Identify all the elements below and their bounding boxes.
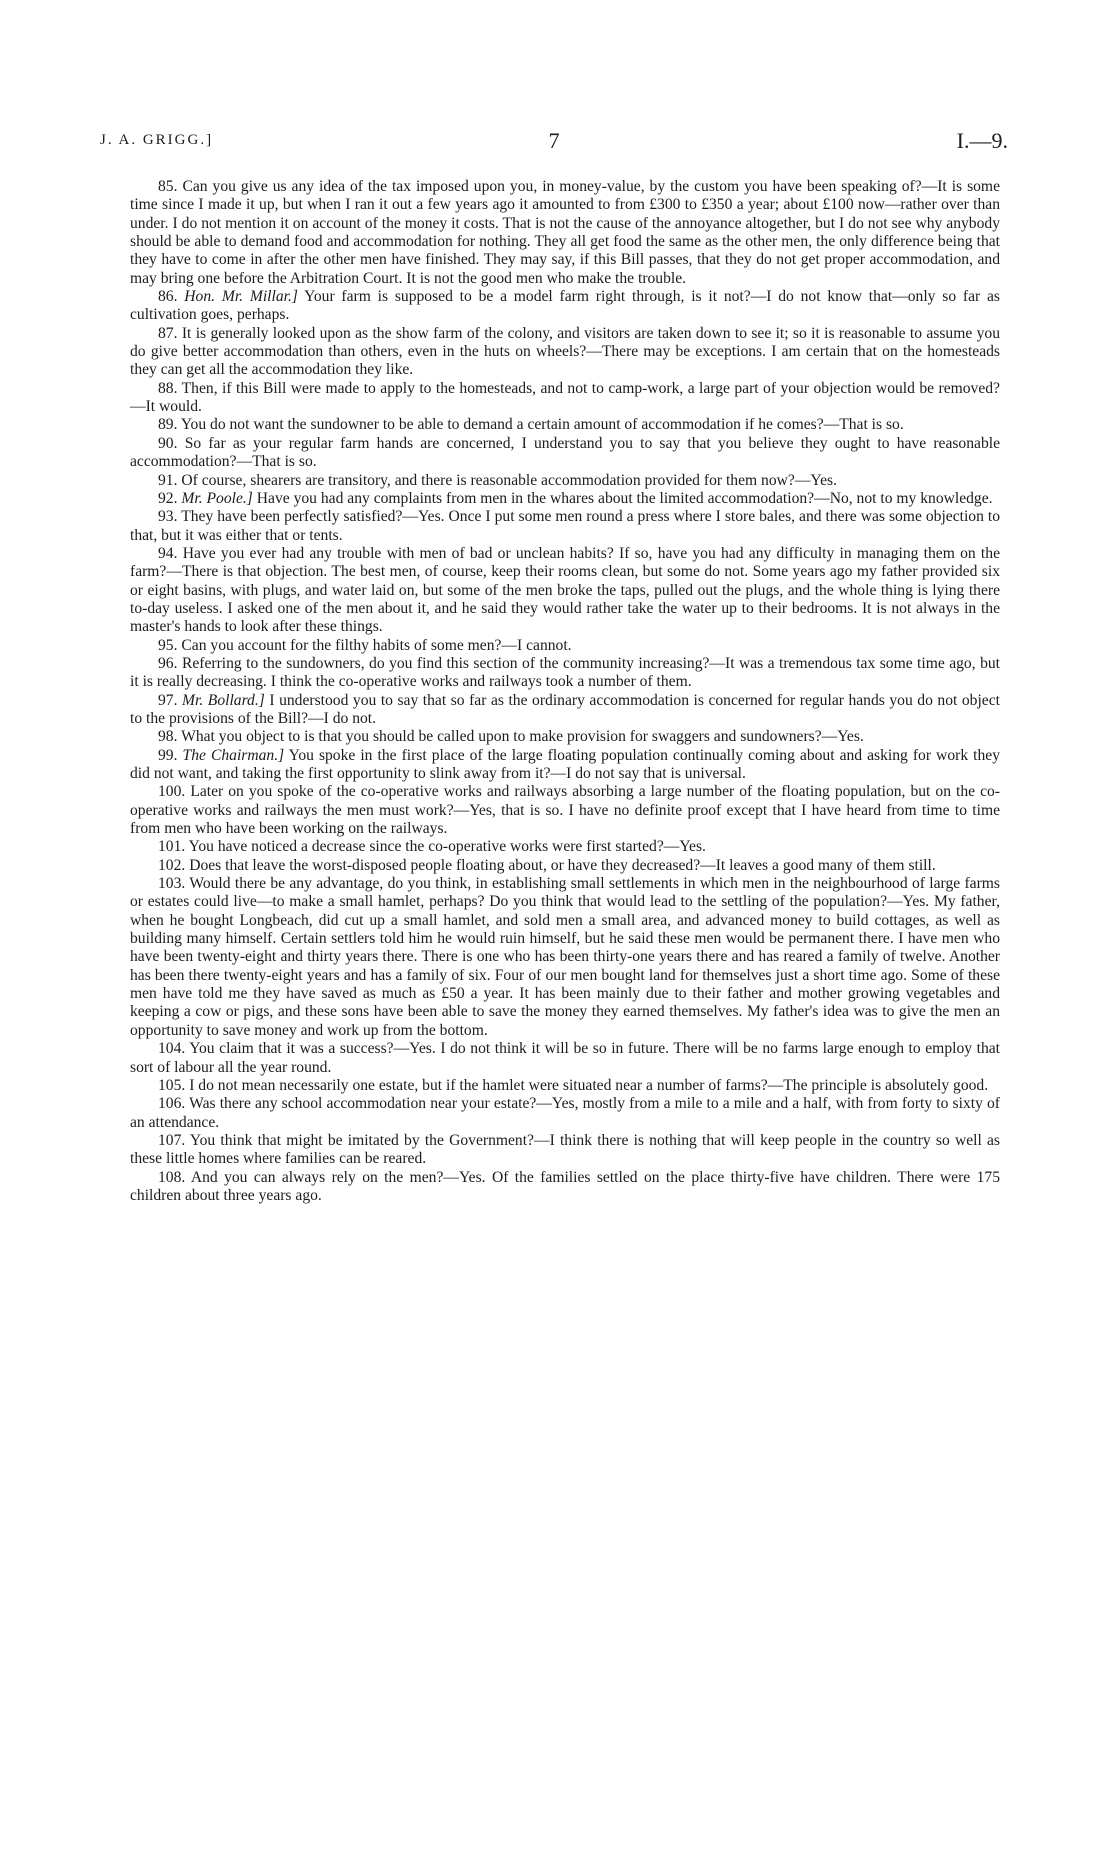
header-paper-reference: I.—9. [956,128,1008,153]
testimony-text: They have been perfectly satisfied?—Yes. Once I put some men round a press where I store bales, and there was some objection to that, but it was either that or tents. [130,508,1000,544]
question-number: 85. [158,178,178,195]
document-body [130,178,1000,1205]
testimony-text: Would there be any advantage, do you think, in establishing small settlements in which men in the neighbourhood of large farms or estates could live—to make a small hamlet, perhaps? Do you think that would lead to the settling of the population?—Yes. My father, when he bought Longbeach, did cut up a small hamlet, and sold men a small area, and advanced money to build cottages, as well as building many himself. Certain settlers told him he would ruin himself, but he said these men would be permanent there. I have men who have been twenty-eight and thirty years there. There is one who has been thirty-one years there and has reared a family of twelve. Another has been there twenty-eight years and has a family of six. Four of our men bought land for themselves just a short time ago. Some of these men have told me they have saved as much as £50 a year. It has been mainly due to their father and mother growing vegetables and keeping a cow or pigs, and these sons have been able to save the money they earned themselves. My father's idea was to give the men an opportunity to save money and work up from the bottom. [130,875,1000,1039]
testimony-text: Can you account for the filthy habits of some men?—I cannot. [181,636,572,654]
question-number: 87. [158,324,178,342]
question-number: 100. [158,783,186,801]
testimony-paragraph [130,1040,1000,1077]
question-number: 99. [158,746,178,764]
testimony-paragraph [130,747,1000,784]
question-number: 95. [158,636,178,654]
testimony-text: Referring to the sundowners, do you find this section of the community increasing?—It was a tremendous tax some time ago, but it is really decreasing. I think the co-operative works and railways took a number of them. [130,654,1000,691]
testimony-paragraph [130,692,1000,729]
speaker-name: The Chairman.] [182,746,285,764]
testimony-text: So far as your regular farm hands are concerned, I understand you to say that you believe they ought to have reasonable accommodation?—That is so. [130,434,1000,471]
question-number: 103. [158,875,186,893]
question-number: 101. [158,838,186,856]
speaker-name: Hon. Mr. Millar.] [184,288,298,306]
testimony-text: Was there any school accommodation near your estate?—Yes, mostly from a mile to a mile and a half, with from forty to sixty of an attendance. [130,1095,1000,1131]
testimony-paragraph [130,545,1000,637]
testimony-paragraph [130,838,1000,856]
header-page-number: 7 [548,128,560,153]
question-number: 107. [158,1131,186,1149]
question-number: 88. [158,379,178,397]
testimony-paragraph [130,857,1000,875]
testimony-text: It is generally looked upon as the show farm of the colony, and visitors are taken down to see it; so it is reasonable to assume you do give better accommodation than others, even in the huts on wheels?—There may be exceptions. I am certain that on the homesteads they can get all the accommodation they like. [130,324,1000,379]
testimony-paragraph [130,1095,1000,1132]
header-witness-name: J. A. GRIGG.] [100,132,214,148]
question-number: 104. [158,1040,186,1058]
question-number: 92. [158,489,178,507]
testimony-paragraph [130,416,1000,434]
question-number: 91. [158,471,178,489]
testimony-paragraph [130,325,1000,380]
testimony-paragraph [130,508,1000,545]
speaker-name: Mr. Poole.] [181,489,253,507]
testimony-text: What you object to is that you should be called upon to make provision for swaggers and sundowners?—Yes. [181,728,864,746]
testimony-paragraph [130,783,1000,838]
page-header [100,128,1008,158]
testimony-paragraph [130,490,1000,508]
testimony-text: Have you ever had any trouble with men of bad or unclean habits? If so, have you had any difficulty in managing them on the farm?—There is that objection. The best men, of course, keep their rooms clean, but some do not. Some years ago my father provided six or eight basins, with plugs, and water laid on, but some of the men broke the taps, pulled out the plugs, and the whole thing is lying there to-day useless. I asked one of the men about it, and he said they would rather take the water up to their bedrooms. It is not always in the master's hands to look after these things. [130,544,1000,636]
testimony-text: I do not mean necessarily one estate, but if the hamlet were situated near a number of farms?—The principle is absolutely good. [189,1076,989,1094]
testimony-text: Then, if this Bill were made to apply to the homesteads, and not to camp-work, a large part of your objection would be removed?—It would. [130,379,1000,416]
question-number: 89. [158,416,178,434]
question-number: 96. [158,654,178,672]
testimony-text: Can you give us any idea of the tax imposed upon you, in money-value, by the custom you have been speaking of?—It is some time since I made it up, but when I ran it out a few years ago it amounted to from £300 to £350 a year; about £100 now—rather over than under. I do not mention it on account of the money it costs. That is not the cause of the annoyance altogether, but I do not see why anybody should be able to demand food and accommodation for nothing. They all get food the same as the other men, the only difference being that they have to come in after the other men have finished. They may say, if this Bill passes, that they do not get proper accommodation, and may bring one before the Arbitration Court. It is not the good men who make the trouble. [130,178,1000,287]
testimony-text: Have you had any complaints from men in the whares about the limited accommodation?—No, not to my knowledge. [256,489,993,507]
testimony-paragraph [130,288,1000,325]
speaker-name: Mr. Bollard.] [182,691,265,709]
testimony-paragraph [130,472,1000,490]
question-number: 94. [158,544,178,562]
testimony-text: You spoke in the first place of the large floating population continually coming about and asking for work they did not want, and taking the first opportunity to slink away from it?—I do not say that is universal. [130,746,1000,782]
testimony-text: You claim that it was a success?—Yes. I do not think it will be so in future. There will be no farms large enough to employ that sort of labour all the year round. [130,1040,1000,1076]
testimony-text: You do not want the sundowner to be able to demand a certain amount of accommodation if he comes?—That is so. [180,416,904,434]
question-number: 98. [158,728,178,746]
testimony-paragraph [130,1077,1000,1095]
testimony-paragraph [130,875,1000,1040]
question-number: 97. [158,691,178,709]
question-number: 108. [158,1168,186,1186]
testimony-paragraph [130,1169,1000,1206]
testimony-text: Of course, shearers are transitory, and there is reasonable accommodation provided for them now?—Yes. [181,471,837,489]
testimony-paragraph [130,637,1000,655]
testimony-text: You have noticed a decrease since the co-operative works were first started?—Yes. [188,838,706,856]
testimony-text: Your farm is supposed to be a model farm right through, is it not?—I do not know that—only so far as cultivation goes, perhaps. [130,288,1000,324]
question-number: 93. [158,508,178,526]
testimony-text: Does that leave the worst-disposed people floating about, or have they decreased?—It leaves a good many of them still. [189,856,936,874]
question-number: 90. [158,434,178,452]
question-number: 105. [158,1076,186,1094]
testimony-paragraph [130,655,1000,692]
testimony-paragraph [130,728,1000,746]
question-number: 102. [158,856,186,874]
question-number: 106. [158,1095,186,1113]
testimony-text: Later on you spoke of the co-operative works and railways absorbing a large number of the floating population, but on the co-operative works and railways the men must work?—Yes, that is so. I have no definite proof except that I have heard from time to time from men who have been working on the railways. [130,783,1000,838]
testimony-paragraph [130,435,1000,472]
question-number: 86. [158,288,178,306]
testimony-text: And you can always rely on the men?—Yes. Of the families settled on the place thirty-five have children. There were 175 children about three years ago. [130,1168,1000,1204]
testimony-paragraph [130,1132,1000,1169]
testimony-paragraph [130,178,1000,288]
testimony-text: You think that might be imitated by the Government?—I think there is nothing that will keep people in the country so well as these little homes where families can be reared. [130,1131,1000,1168]
testimony-paragraph [130,380,1000,417]
testimony-text: I understood you to say that so far as the ordinary accommodation is concerned for regular hands you do not object to the provisions of the Bill?—I do not. [130,691,1000,727]
